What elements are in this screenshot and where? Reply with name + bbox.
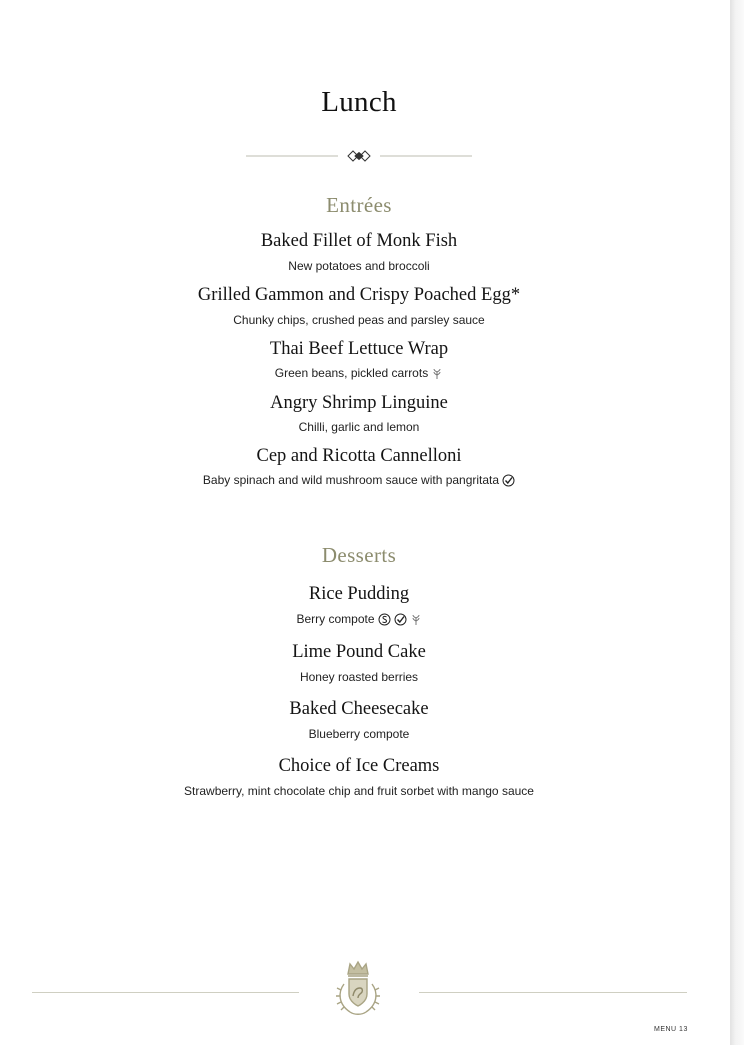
dish-description: Honey roasted berries bbox=[299, 670, 419, 684]
dish-description-row bbox=[0, 612, 718, 626]
crest-logo-icon bbox=[328, 958, 388, 1020]
dish-description: Green beans, pickled carrots bbox=[274, 366, 429, 380]
no-added-sugar-icon bbox=[378, 613, 391, 626]
dish-name: Cep and Ricotta Cannelloni bbox=[256, 446, 462, 466]
dish-name: Baked Cheesecake bbox=[289, 699, 429, 719]
gluten-free-icon bbox=[410, 614, 422, 626]
dish-description: Baby spinach and wild mushroom sauce with pangritata bbox=[202, 473, 500, 487]
dish-description: Berry compote bbox=[296, 612, 375, 626]
page-title: Lunch bbox=[321, 86, 397, 118]
page-number: MENU 13 bbox=[654, 1026, 688, 1033]
dish-name: Grilled Gammon and Crispy Poached Egg* bbox=[197, 285, 521, 305]
vegetarian-icon bbox=[502, 474, 515, 487]
dish-name: Lime Pound Cake bbox=[292, 642, 426, 662]
dish-description: Chunky chips, crushed peas and parsley sauce bbox=[233, 313, 485, 327]
dish-description-row bbox=[0, 473, 718, 487]
dish-description: Strawberry, mint chocolate chip and fruit sorbet with mango sauce bbox=[184, 784, 534, 798]
section-heading-desserts: Desserts bbox=[321, 543, 397, 567]
dish-name: Angry Shrimp Linguine bbox=[270, 393, 448, 413]
page-edge-shadow bbox=[730, 0, 744, 1045]
gluten-free-icon bbox=[431, 368, 443, 380]
dish-description: Chilli, garlic and lemon bbox=[298, 420, 420, 434]
divider-ornament bbox=[246, 148, 472, 164]
dish-name: Baked Fillet of Monk Fish bbox=[260, 231, 458, 251]
section-heading-entrees: Entrées bbox=[326, 193, 392, 217]
diamond-ornament-icon bbox=[348, 151, 370, 161]
dish-description: Blueberry compote bbox=[308, 727, 410, 741]
footer-rule-right bbox=[419, 992, 687, 993]
dish-description-row bbox=[0, 366, 718, 380]
footer-rule-left bbox=[32, 992, 299, 993]
dish-name: Choice of Ice Creams bbox=[278, 756, 440, 776]
dish-description: New potatoes and broccoli bbox=[288, 259, 430, 273]
dish-name: Thai Beef Lettuce Wrap bbox=[269, 339, 449, 359]
vegetarian-icon bbox=[394, 613, 407, 626]
dish-name: Rice Pudding bbox=[308, 584, 410, 604]
